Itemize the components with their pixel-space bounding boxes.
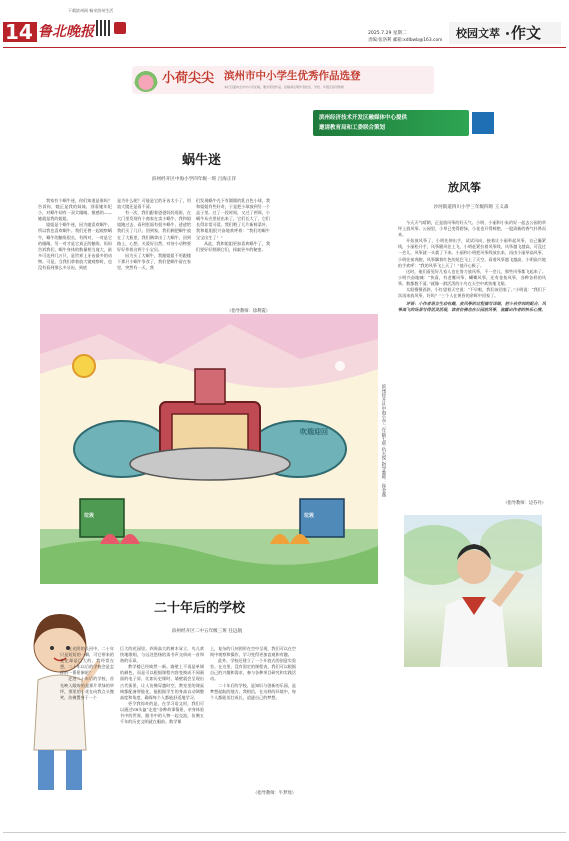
banner-title-main: 滨州市中小学生优秀作品选登 [224, 70, 361, 82]
drawing-caption: 滨州经开区中海小学二年级七班 仇天悦 指导教师：崔金燕 [381, 384, 386, 497]
drawing-svg [40, 314, 378, 584]
article3-p6: 上，复杂的几何图形在空中呈现，我们可以在空间中观察和操作，学习变得更加直观和有趣。 [210, 646, 296, 658]
article3-col3 [210, 646, 296, 701]
sponsor-line-1: 滨州经济技术开发区融媒体中心提供 [319, 115, 408, 121]
sponsor-line-2: 邀请教育局和工委联合策划 [319, 125, 386, 131]
article1-p7: 从此，我和姐姐更加喜欢蜗牛了，我们要好好照顾它们，探索更多的秘密。 [196, 240, 270, 252]
article3-p5: 更令我惊奇的是，在学习语文时，我们可以通过VR头盔“走进”各种故事情景，亲身体验书中的世界，跟书中的人物一起交流，仿佛五千年的历史文明就在眼前。数学课 [120, 700, 204, 725]
comment-text: 小作者语言生动有趣，放风筝的过程描写详细，把小伙伴间的配合、风筝高飞的场景写得活灵活现，读者仿佛也在公园放风筝，流露出作者的快乐心情。 [398, 301, 547, 313]
article2-comment [398, 301, 546, 313]
article1-p5: 因为买了大蜗牛，我跟姐姐不用跟楼下那只小蜗牛争食了，我们把蜗牛留在家里，突然有一天，我 [117, 252, 191, 271]
article1-p1: 我家有个蜗牛迷，你们知道是谁吗？告诉你，她正是我的妹妹，别看她年纪小，对蜗牛却有一双犬眼睛，敏感的——她就是我的姐姐。 [38, 198, 112, 222]
article2-mentor: （指导教师：边芬丹） [503, 501, 546, 506]
student-photo [404, 515, 542, 667]
issue-date: 2025.7.29 星期二 [368, 31, 407, 36]
comment-label: 评语： [406, 301, 419, 307]
article3-title: 二十年后的学校 [154, 601, 246, 616]
section-sub: 校园文萃 [456, 27, 500, 40]
article2-body [398, 220, 546, 313]
article3-p7: 此外，学校还建立了一个开放式的创意实验室。在这里，没有固定的课程表，我们可以根据自己的兴趣和需求，参与各种项目研究和实践活动。 [210, 658, 296, 682]
article1-col2 [117, 198, 191, 271]
student-photo-svg [404, 515, 542, 667]
article3-col1 [60, 646, 114, 701]
article1-col1 [38, 198, 112, 271]
lotus-icon [134, 68, 158, 92]
article2-p1: 今天天气晴朗，正是放风筝的好天气。小明、小丽和小朱约好一起去公园的草坪上放风筝。公园里，小草已变得碧绿，小花也开得鲜艳，一股清新的香气扑鼻而来。 [398, 220, 546, 238]
article3-mentor: （指导教师：牛梦瑶） [253, 791, 296, 796]
editor-line: 责编:张洛利 邮箱:xdlbwb@163.com [368, 38, 443, 43]
article2-byline: 沙河街道四川小学三年级四班 王义森 [433, 205, 509, 210]
qr-code-icon [96, 20, 112, 36]
slogan-1: 下载滨州网 [68, 8, 88, 13]
page-header [0, 0, 569, 62]
article3-byline: 滨州经开区二中五年级三班 任远航 [171, 629, 243, 634]
section-dot [506, 32, 509, 35]
article2-title: 放风筝 [448, 181, 481, 194]
article1-title: 蜗牛迷 [182, 153, 222, 168]
article2-p3: 这时，他们看见好几家人也在努力放风筝，不一会儿，那些风筝都飞起来了。小明兴奋地喊：“快看，有老鹰风筝、蝴蝶风筝，还有金鱼风筝，各种各样的风筝，数都数不清。”就像一群活泼的小鸟在天空中欢快地飞翔。 [398, 268, 546, 286]
banner-fine-print: 本栏目面向全市中小学征稿，要求原创作品，投稿请注明作者姓名、学校、年级及指导教师 [224, 85, 345, 89]
article2-p2: 开始放风筝了，小明先伸出手，试试风向，接着让小丽举起风筝，自己攥紧线，小丽松开手，风筝随风往上飞，小明赶紧拉着风筝线，风筝越飞越高，可没过一会儿，风筝就一头栽了下来。小丽和小明把风筝线放出来，再由小丽举高风筝，小明往前奔跑，风筝飘着红色的尾巴飞上了天空。看着风筝越飞越高，小明高兴地拍手欢呼：“我的风筝飞上天了！”他开心极了。 [398, 238, 546, 268]
drawing-bin-green: 垃圾 [84, 513, 95, 519]
sponsor-logo-icon [470, 110, 496, 136]
article3-p1: 在光阴的长河中，二十年只是短短的一瞬，可它带来的变化却是巨大的。我经常在想，二十年以后的学校会是怎样的一番景象呢？ [60, 646, 114, 676]
child-drawing [40, 314, 378, 584]
slogan-2: 畅享滨州生活 [89, 8, 114, 13]
article3-p4: 教学楼已经焕然一新。墙壁上不再是单调的颜色，而是可以根据课程内容变换成不同画面的电子屏，比如历史课时，墙壁就会呈现出古代街景，让人仿佛穿越时空。教室里的课桌椅都配备智能化，能根据学生的身高自动调整高度和角度，确保每个人都能舒适地学习。 [120, 664, 204, 700]
article3-p2: 走进二十年后的学校，首先映入眼帘的是那片翠绿的草坪，那里的小花在向我点头微笑，仿佛置身于一个 [60, 676, 114, 700]
drawing-bin-blue: 垃圾 [304, 513, 315, 519]
article1-p6: 们发现蜗牛壳下有圆圆的乳白色小球，我和姐姐有些好奇，于是把小球放到另一个盒子里。过了一段时间，又过了两周，小蜗牛从壳里钻出来了，它们长大了，它们长得非常可爱。我们喂了几片新鲜菜叶，我和姐姐很兴奋地欢呼着：“我们的蜗牛宝宝出生了！” [196, 198, 270, 240]
banner-title-prefix: 小荷尖尖 [162, 71, 215, 86]
app-logo-icon [114, 22, 126, 34]
article3-p8: 二十年后的学校，是知识与创新的乐园，是梦想起航的地方。我相信，在这样的环境中，每个人都能茁壮成长，追逐自己的梦想。 [210, 682, 296, 700]
article1-byline: 滨州经开区中海小学四年级一班 吕海正洋 [151, 177, 237, 182]
column-banner [132, 66, 434, 94]
article1-p4: 有一次，我们跟着爸爸妈妈逛街，在大门里发现有个商家在卖小蜗牛，我和姐姐跑过去，看到里面有很多蜗牛，爸爸给我们买了几只。回到家，我们俩把蜗牛放在了大瓶里，我们俩拿出了大蜗牛，回到路上，心想，关爱好自然，对待小动物要好好养着这两个小宝贝。 [117, 210, 191, 252]
article2-p4: 太阳慢慢西斜，小红望着天空说：“不早啦，我们该回家了。”小明说：“我们下次再来放风筝，好吗？”三个人在黄昏的余晖中回家了。 [398, 287, 546, 299]
article1-col3 [196, 198, 270, 253]
section-main: 作文 [511, 24, 542, 42]
header-slogan [68, 8, 113, 13]
article1-mentor: （指导教师：徐利霞） [227, 309, 270, 314]
header-rule [3, 47, 566, 48]
article1-p2: 姐姐是个蜗牛迷，因为她喜欢蜗牛，所以我也喜欢蜗牛。我们还曾一起观察蜗牛，蜗牛的触角很长，有两对，一对是它的眼睛，另一对才是它真正的触角。妈妈告诉我们，蜗牛身体的数量相当庞大，最多可达到几万只，是世界上牙齿最多的动物。可是，当我们拿着放大镜观察时，也没有看到那么多牙齿，到底 [38, 222, 112, 271]
drawing-sign: 吹瑞迎回 [300, 428, 328, 436]
article3-col2 [120, 646, 204, 725]
page-number: 14 [5, 20, 33, 44]
article1-p3: 是为什么呢？可能是它的牙齿太小了，用放大镜还是看不清。 [117, 198, 191, 210]
footer-rule [3, 832, 566, 833]
article3-p3: 巨大的花园里。四周高大的树木耸立，鸟儿欢快地歌唱，与远处悠扬的读书声交织成一首和谐的乐章。 [120, 646, 204, 664]
sponsor-banner [313, 110, 469, 136]
paper-name: 鲁北晚报 [38, 24, 94, 40]
